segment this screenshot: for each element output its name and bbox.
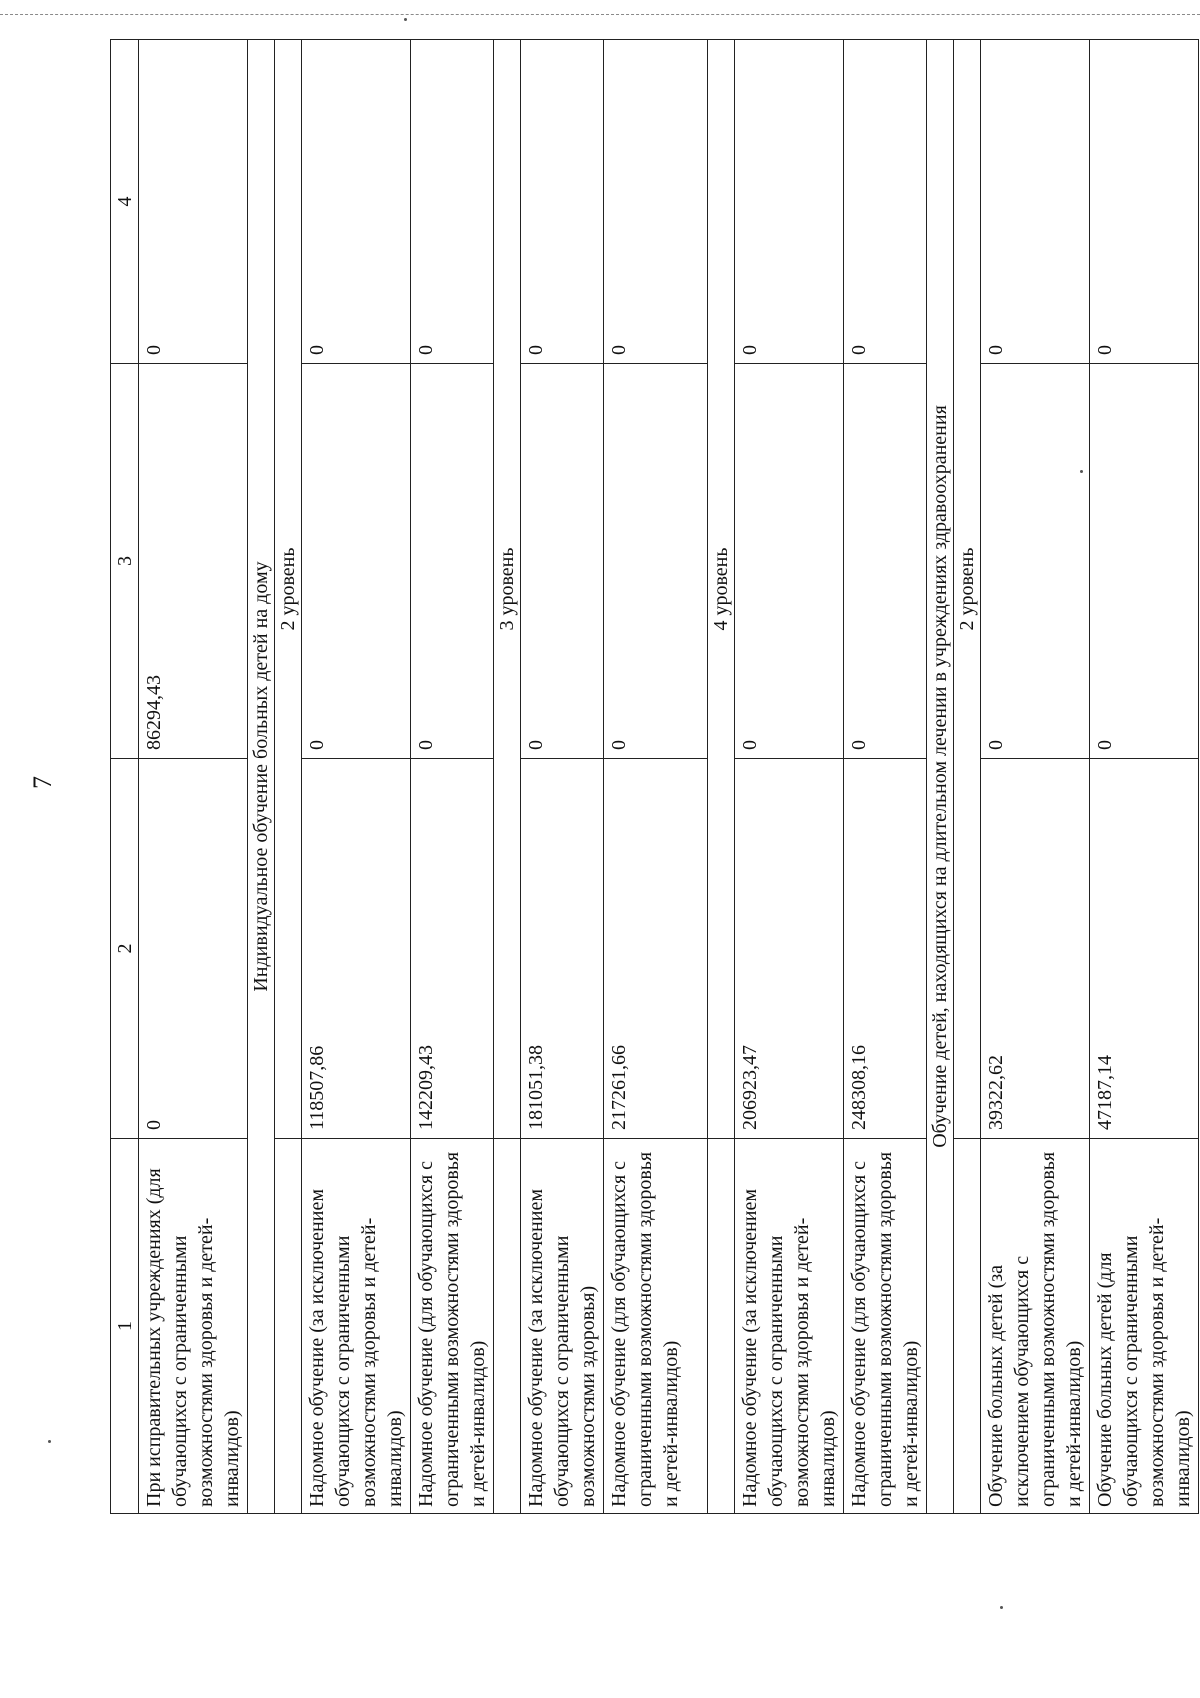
section-title: Обучение детей, находящихся на длительном лечении в учреждениях здравоохранения: [927, 40, 954, 1514]
scan-edge-line: [0, 14, 1200, 15]
table-row: [302, 40, 411, 1514]
row-label: Надомное обучение (за исключением обучающихся с ограниченными возможностями здоровья и детей-инвалидов): [735, 1139, 844, 1514]
cell-value: 181051,38: [521, 759, 604, 1139]
cell-value: 142209,43: [411, 759, 494, 1139]
table-row: [521, 40, 604, 1514]
scan-speck: [404, 18, 407, 21]
column-header: 2: [111, 759, 139, 1139]
row-label: Надомное обучение (для обучающихся с ограниченными возможностями здоровья и детей-инвалидов): [411, 1139, 494, 1514]
row-label: Надомное обучение (за исключением обучающихся с ограниченными возможностями здоровья): [521, 1139, 604, 1514]
table-row: [139, 40, 248, 1514]
header-row: [111, 40, 139, 1514]
level-spacer: [494, 1139, 521, 1514]
level-row: [494, 40, 521, 1514]
level-label: 2 уровень: [954, 40, 981, 1139]
table-row: [735, 40, 844, 1514]
cell-value: 0: [521, 364, 604, 759]
level-spacer: [708, 1139, 735, 1514]
level-spacer: [954, 1139, 981, 1514]
cell-value: 217261,66: [604, 759, 708, 1139]
cell-value: 0: [521, 40, 604, 364]
section-title: Индивидуальное обучение больных детей на дому: [248, 40, 275, 1514]
table-row: [844, 40, 927, 1514]
cell-value: 39322,62: [981, 759, 1090, 1139]
row-label: Обучение больных детей (за исключением обучающихся с ограниченными возможностями здоровья и детей-инвалидов): [981, 1139, 1090, 1514]
cell-value: 0: [302, 40, 411, 364]
column-header: 1: [111, 1139, 139, 1514]
cell-value: 47187,14: [1090, 759, 1199, 1139]
table-row: [981, 40, 1090, 1514]
level-row: [275, 40, 302, 1514]
cell-value: 0: [302, 364, 411, 759]
cell-value: 0: [411, 364, 494, 759]
cell-value: 0: [844, 364, 927, 759]
cell-value: 0: [981, 40, 1090, 364]
row-label: Надомное обучение (для обучающихся с ограниченными возможностями здоровья и детей-инвалидов): [844, 1139, 927, 1514]
cell-value: 0: [604, 40, 708, 364]
table-row: [604, 40, 708, 1514]
level-label: 4 уровень: [708, 40, 735, 1139]
level-label: 3 уровень: [494, 40, 521, 1139]
cell-value: 0: [735, 364, 844, 759]
cell-value: 0: [411, 40, 494, 364]
cell-value: 0: [139, 40, 248, 364]
cell-value: 118507,86: [302, 759, 411, 1139]
section-header-row: [248, 40, 275, 1514]
rotated-table-wrapper: [110, 40, 1194, 1514]
cell-value: 0: [1090, 364, 1199, 759]
cell-value: 206923,47: [735, 759, 844, 1139]
row-label: При исправительных учреждениях (для обучающихся с ограниченными возможностями здоровья и детей-инвалидов): [139, 1139, 248, 1514]
cell-value: 0: [139, 759, 248, 1139]
table-row: [1090, 40, 1199, 1514]
cell-value: 0: [1090, 40, 1199, 364]
row-label: Надомное обучение (для обучающихся с ограниченными возможностями здоровья и детей-инвалидов): [604, 1139, 708, 1514]
column-header: 4: [111, 40, 139, 364]
table-row: [411, 40, 494, 1514]
cost-table: [110, 39, 1199, 1514]
level-row: [708, 40, 735, 1514]
level-label: 2 уровень: [275, 40, 302, 1139]
level-row: [954, 40, 981, 1514]
row-label: Надомное обучение (за исключением обучающихся с ограниченными возможностями здоровья и детей-инвалидов): [302, 1139, 411, 1514]
cell-value: 0: [981, 364, 1090, 759]
section-header-row: [927, 40, 954, 1514]
column-header: 3: [111, 364, 139, 759]
row-label: Обучение больных детей (для обучающихся с ограниченными возможностями здоровья и детей-инвалидов): [1090, 1139, 1199, 1514]
level-spacer: [275, 1139, 302, 1514]
cell-value: 86294,43: [139, 364, 248, 759]
cell-value: 248308,16: [844, 759, 927, 1139]
cell-value: 0: [735, 40, 844, 364]
scan-speck: [1000, 1606, 1003, 1609]
cell-value: 0: [844, 40, 927, 364]
cell-value: 0: [604, 364, 708, 759]
page-number: 7: [28, 776, 57, 789]
scan-speck: [48, 1440, 51, 1443]
